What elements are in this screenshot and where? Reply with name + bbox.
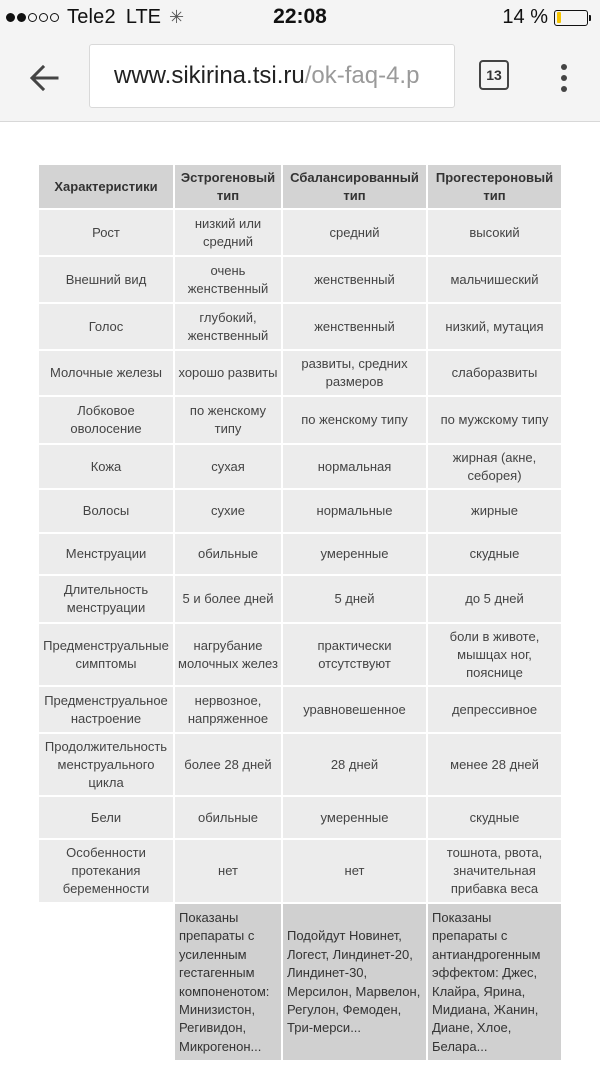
drugs-row [39, 904, 561, 1062]
table-row [39, 534, 561, 576]
table-row [39, 304, 561, 351]
cell-estrogen: низкий или средний [175, 210, 283, 257]
cell-balanced: по женскому типу [283, 397, 428, 445]
cell-progesterone: менее 28 дней [428, 734, 561, 797]
row-label: Молочные железы [39, 351, 175, 397]
network-type: LTE [125, 6, 162, 28]
cell-progesterone: низкий, мутация [428, 304, 561, 351]
table-row [39, 257, 561, 304]
cell-balanced: нормальные [283, 490, 428, 534]
cell-progesterone: по мужскому типу [428, 397, 561, 445]
table-row [39, 397, 561, 445]
cell-progesterone: скудные [428, 797, 561, 840]
cell-estrogen: хорошо развиты [175, 351, 283, 397]
row-label: Бели [39, 797, 175, 840]
drugs-row-empty-cell [39, 904, 175, 1062]
cell-estrogen: сухая [175, 445, 283, 490]
cell-progesterone: боли в животе, мышцах ног, пояснице [428, 624, 561, 687]
url-host: www.sikirina.tsi.ru [114, 62, 305, 89]
cell-balanced: практически отсутствуют [283, 624, 428, 687]
vertical-dots-icon [561, 75, 567, 81]
cell-balanced: 28 дней [283, 734, 428, 797]
table-row [39, 351, 561, 397]
drugs-estrogen: Показаны препараты с усиленным гестагенным компоненотом: Минизистон, Регивидон, Микрогенон... [175, 904, 283, 1062]
cell-estrogen: 5 и более дней [175, 576, 283, 624]
hormone-type-table [39, 165, 561, 1062]
overflow-menu-button[interactable] [552, 58, 576, 98]
header-characteristics: Характеристики [39, 165, 175, 210]
address-bar[interactable] [89, 44, 455, 108]
row-label: Длительность менструации [39, 576, 175, 624]
table-row [39, 210, 561, 257]
cell-balanced: умеренные [283, 534, 428, 576]
cell-balanced: нормальная [283, 445, 428, 490]
cell-balanced: средний [283, 210, 428, 257]
cell-estrogen: очень женственный [175, 257, 283, 304]
cell-progesterone: депрессивное [428, 687, 561, 734]
header-estrogen: Эстрогеновый тип [175, 165, 283, 210]
cell-progesterone: скудные [428, 534, 561, 576]
row-label: Менструации [39, 534, 175, 576]
cell-estrogen: сухие [175, 490, 283, 534]
cell-progesterone: слаборазвиты [428, 351, 561, 397]
table-row [39, 624, 561, 687]
cell-progesterone: мальчишеский [428, 257, 561, 304]
cell-progesterone: жирные [428, 490, 561, 534]
url-path: /ok-faq-4.p [304, 62, 420, 89]
header-progesterone: Прогестероновый тип [428, 165, 561, 210]
carrier-name: Tele2 [67, 6, 116, 28]
status-time: 22:08 [273, 5, 327, 28]
row-label: Голос [39, 304, 175, 351]
row-label: Особенности протекания беременности [39, 840, 175, 904]
cell-balanced: уравновешенное [283, 687, 428, 734]
arrow-left-icon [29, 65, 59, 91]
cell-progesterone: тошнота, рвота, значительная прибавка веса [428, 840, 561, 904]
browser-toolbar [0, 36, 600, 122]
row-label: Внешний вид [39, 257, 175, 304]
cell-balanced: развиты, средних размеров [283, 351, 428, 397]
cell-estrogen: нервозное, напряженное [175, 687, 283, 734]
cell-estrogen: нагрубание молочных желез [175, 624, 283, 687]
drugs-balanced: Подойдут Новинет, Логест, Линдинет-20, Линдинет-30, Мерсилон, Марвелон, Регулон, Фемоден, Три-мерси... [283, 904, 428, 1062]
status-bar [0, 0, 600, 36]
row-label: Волосы [39, 490, 175, 534]
cell-estrogen: более 28 дней [175, 734, 283, 797]
cell-estrogen: глубокий, женственный [175, 304, 283, 351]
table-row [39, 840, 561, 904]
table-row [39, 687, 561, 734]
cell-estrogen: обильные [175, 534, 283, 576]
status-right [502, 6, 588, 29]
cell-balanced: женственный [283, 304, 428, 351]
cell-progesterone: до 5 дней [428, 576, 561, 624]
cell-estrogen: по женскому типу [175, 397, 283, 445]
row-label: Предменструальное настроение [39, 687, 175, 734]
cell-progesterone: высокий [428, 210, 561, 257]
row-label: Рост [39, 210, 175, 257]
table-row [39, 734, 561, 797]
page-content [0, 123, 600, 1066]
loading-spinner-icon: ✳ [169, 7, 185, 27]
header-balanced: Сбалансированный тип [283, 165, 428, 210]
table-row [39, 490, 561, 534]
cell-progesterone: жирная (акне, себорея) [428, 445, 561, 490]
cell-balanced: женственный [283, 257, 428, 304]
cell-estrogen: нет [175, 840, 283, 904]
vertical-dots-icon [561, 64, 567, 70]
table-row [39, 797, 561, 840]
vertical-dots-icon [561, 86, 567, 92]
cell-balanced: нет [283, 840, 428, 904]
back-button[interactable] [22, 56, 66, 100]
row-label: Лобковое оволосение [39, 397, 175, 445]
row-label: Продолжительность менструального цикла [39, 734, 175, 797]
table-row [39, 576, 561, 624]
cell-balanced: умеренные [283, 797, 428, 840]
drugs-progesterone: Показаны препараты с антиандрогенным эффектом: Джес, Клайра, Ярина, Мидиана, Жанин, Диане, Хлое, Белара... [428, 904, 561, 1062]
table-header-row [39, 165, 561, 210]
cell-estrogen: обильные [175, 797, 283, 840]
battery-icon [554, 10, 588, 26]
battery-fill [557, 12, 561, 23]
battery-percent: 14 % [502, 6, 548, 28]
row-label: Предменструальные симптомы [39, 624, 175, 687]
row-label: Кожа [39, 445, 175, 490]
tabs-count-button[interactable]: 13 [479, 60, 509, 90]
cell-balanced: 5 дней [283, 576, 428, 624]
table-row [39, 445, 561, 490]
